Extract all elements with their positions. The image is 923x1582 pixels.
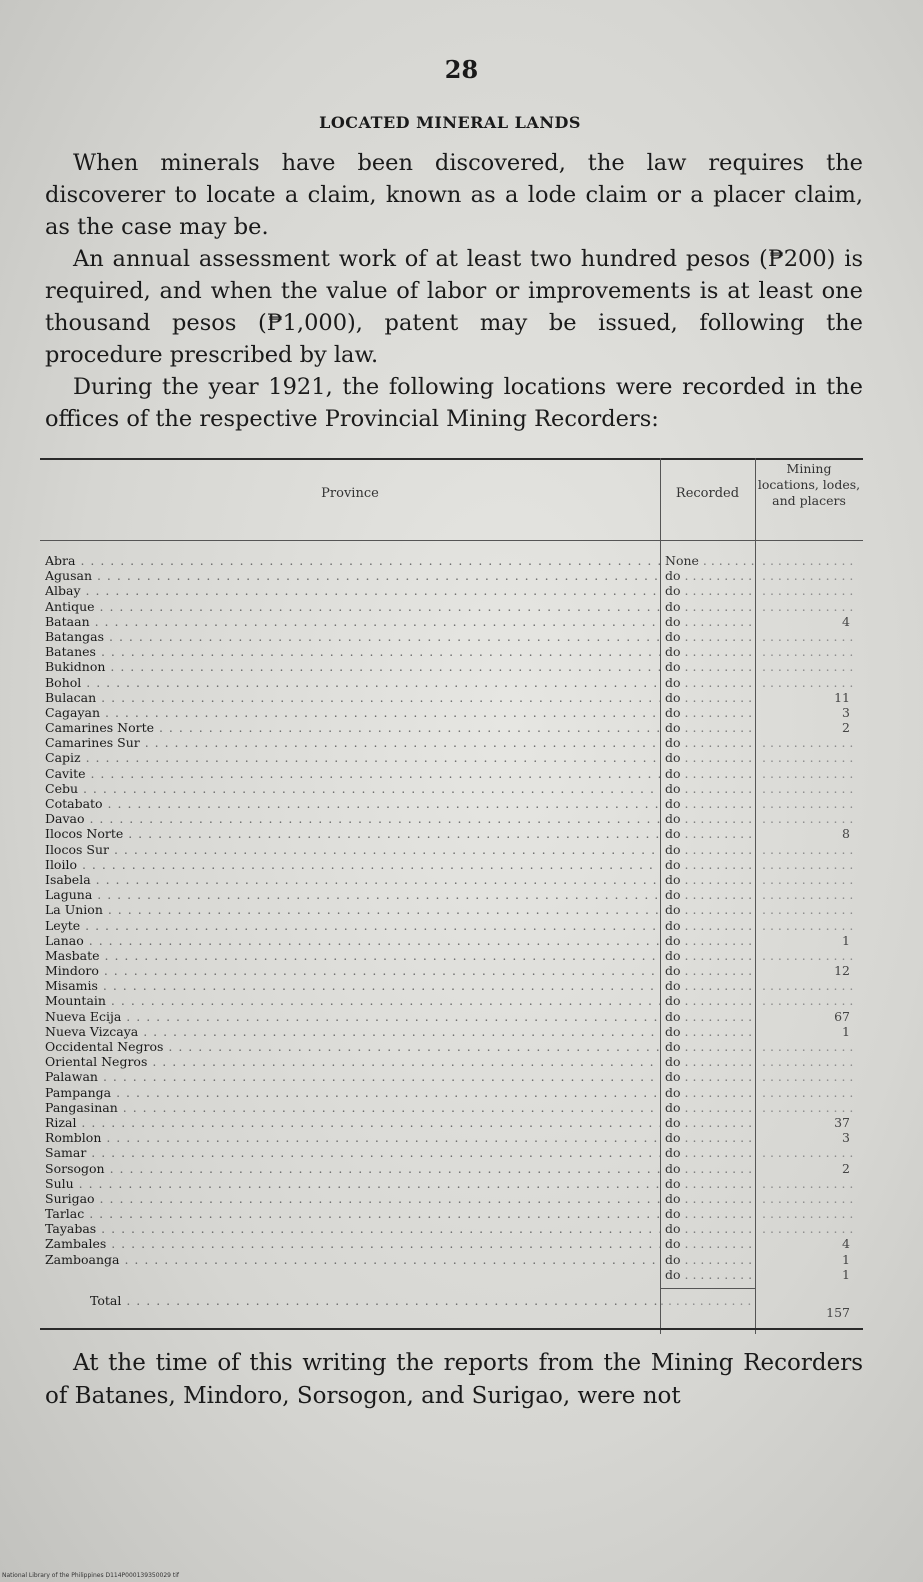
province-name: Samar . . . <box>45 1145 660 1160</box>
recorded-value: do . . . <box>665 659 757 674</box>
table-row <box>40 963 863 978</box>
table-row <box>40 1161 863 1176</box>
province-name: Tayabas . . . <box>45 1221 660 1236</box>
mining-count-leader-dots: . . . . . . . . . . . . <box>762 674 854 690</box>
province-name: La Union . . . <box>45 902 660 917</box>
mining-count-leader-dots: . . . . . . . . . . . . <box>762 735 854 751</box>
recorded-value: do . . . <box>665 781 757 796</box>
province-name: Lanao . . . <box>45 933 660 948</box>
table-row <box>40 1206 863 1221</box>
table-row <box>40 811 863 826</box>
recorded-value: do . . . <box>665 963 757 978</box>
province-name: Cotabato . . . <box>45 796 660 811</box>
table-row <box>40 781 863 796</box>
table-row <box>40 1130 863 1145</box>
table-row <box>40 1267 863 1282</box>
recorded-value: do . . . <box>665 629 757 644</box>
province-name: Ilocos Sur . . . <box>45 842 660 857</box>
province-name: Batangas . . . <box>45 629 660 644</box>
table-row <box>40 948 863 963</box>
section-heading: LOCATED MINERAL LANDS <box>319 113 581 132</box>
mining-count-leader-dots: . . . . . . . . . . . . <box>762 902 854 918</box>
table-row <box>40 1236 863 1251</box>
mining-count-leader-dots: . . . . . . . . . . . . <box>762 1054 854 1070</box>
province-name: Batanes . . . <box>45 644 660 659</box>
province-name: Camarines Norte . . . <box>45 720 660 735</box>
mining-count-leader-dots: . . . . . . . . . . . . <box>762 644 854 660</box>
mining-count: 3 <box>842 704 850 720</box>
province-name: Misamis . . . <box>45 978 660 993</box>
mining-count-leader-dots: . . . . . . . . . . . . <box>762 568 854 584</box>
mining-count-leader-dots: . . . . . . . . . . . . <box>762 1190 854 1206</box>
recorded-value: do . . . <box>665 1069 757 1084</box>
mining-count: 3 <box>842 1130 850 1146</box>
province-name: Camarines Sur . . . <box>45 735 660 750</box>
recorded-value: do . . . <box>665 1009 757 1024</box>
table-row <box>40 750 863 765</box>
mining-count-leader-dots: . . . . . . . . . . . . <box>762 993 854 1009</box>
recorded-value: do . . . <box>665 1191 757 1206</box>
recorded-value: do . . . <box>665 1252 757 1267</box>
mining-count-leader-dots: . . . . . . . . . . . . <box>762 796 854 811</box>
paragraph-4: At the time of this writing the reports from the Mining Recorders of Batanes, Mindoro, Sorsogon, and Surigao, were not <box>45 1350 863 1409</box>
recorded-value: do . . . <box>665 568 757 583</box>
paragraph-3: During the year 1921, the following locations were recorded in the offices of the respective Provincial Mining Recorders: <box>45 374 863 432</box>
recorded-value: do . . . <box>665 1267 757 1282</box>
table-row <box>40 568 863 583</box>
table-row <box>40 644 863 659</box>
table-row <box>40 978 863 993</box>
table-row <box>40 993 863 1008</box>
table-row <box>40 1252 863 1267</box>
total-dots: . . . . . . . . . . . . <box>660 1293 752 1308</box>
mining-count: 4 <box>842 613 850 629</box>
province-name: Palawan . . . <box>45 1069 660 1084</box>
table-row <box>40 887 863 902</box>
recorded-value: do . . . <box>665 1176 757 1191</box>
province-name: Sorsogon . . . <box>45 1161 660 1176</box>
recorded-value: do . . . <box>665 720 757 735</box>
recorded-value: do . . . <box>665 1130 757 1145</box>
mining-count: 2 <box>842 720 850 736</box>
province-name: Zamboanga . . . <box>45 1252 660 1267</box>
table-row <box>40 902 863 917</box>
table-row <box>40 735 863 750</box>
table-row <box>40 1009 863 1024</box>
province-name: Cebu . . . <box>45 781 660 796</box>
recorded-value: do . . . <box>665 614 757 629</box>
mining-count-leader-dots: . . . . . . . . . . . . <box>762 1069 854 1085</box>
province-name: Nueva Vizcaya . . . <box>45 1024 660 1039</box>
table-row <box>40 1115 863 1130</box>
recorded-value: do . . . <box>665 690 757 705</box>
table-row <box>40 826 863 841</box>
mining-count: 67 <box>834 1008 850 1024</box>
recorded-value: do . . . <box>665 993 757 1008</box>
table-row <box>40 872 863 887</box>
mining-count: 1 <box>842 932 850 948</box>
table-row <box>40 599 863 614</box>
recorded-value: do . . . <box>665 705 757 720</box>
mining-count: 1 <box>842 1251 850 1267</box>
recorded-value: do . . . <box>665 644 757 659</box>
mining-count-leader-dots: . . . . . . . . . . . . <box>762 765 854 781</box>
table-row <box>40 1069 863 1084</box>
table-header-rule <box>40 540 863 541</box>
province-name: Zambales . . . <box>45 1236 660 1251</box>
province-name: Leyte . . . <box>45 918 660 933</box>
recorded-value: do . . . <box>665 933 757 948</box>
mining-count-leader-dots: . . . . . . . . . . . . <box>762 1084 854 1100</box>
mining-count-leader-dots: . . . . . . . . . . . . <box>762 871 854 887</box>
table-row <box>40 659 863 674</box>
recorded-value: do . . . <box>665 1206 757 1221</box>
mining-count: 12 <box>834 963 850 979</box>
province-name: Sulu . . . <box>45 1176 660 1191</box>
recorded-value: do . . . <box>665 872 757 887</box>
table-top-rule <box>40 458 863 460</box>
table-row <box>40 629 863 644</box>
total-label: Total . . . <box>90 1291 660 1311</box>
province-name: Masbate . . . <box>45 948 660 963</box>
table-body <box>40 553 863 1282</box>
table-row <box>40 690 863 705</box>
province-name: Nueva Ecija . . . <box>45 1009 660 1024</box>
province-name: Iloilo . . . <box>45 857 660 872</box>
province-name: Davao . . . <box>45 811 660 826</box>
table-bottom-rule <box>40 1328 863 1330</box>
recorded-value: do . . . <box>665 1039 757 1054</box>
recorded-value: do . . . <box>665 1085 757 1100</box>
table-row <box>40 583 863 598</box>
mining-count-leader-dots: . . . . . . . . . . . . <box>762 598 854 614</box>
table-row <box>40 614 863 629</box>
header-recorded: Recorded <box>675 486 740 501</box>
province-name: Antique . . . <box>45 599 660 614</box>
recorded-value: do . . . <box>665 1100 757 1115</box>
recorded-value: do . . . <box>665 1024 757 1039</box>
mining-count-leader-dots: . . . . . . . . . . . . <box>762 917 854 933</box>
header-mining-locations: Mining locations, lodes, and placers <box>757 461 861 508</box>
recorded-value: do . . . <box>665 1221 757 1236</box>
province-name: Mindoro . . . <box>45 963 660 978</box>
recorded-value: do . . . <box>665 826 757 841</box>
mining-count: 8 <box>842 826 850 842</box>
mining-count-leader-dots: . . . . . . . . . . . . <box>762 887 854 903</box>
total-row <box>40 1291 863 1320</box>
table-row <box>40 1221 863 1236</box>
table-row <box>40 918 863 933</box>
total-value: 157 <box>826 1305 850 1320</box>
recorded-value: do . . . <box>665 1236 757 1251</box>
province-name: Abra . . . <box>45 553 660 568</box>
mining-count-leader-dots: . . . . . . . . . . . . <box>762 628 854 644</box>
province-name: Tarlac . . . <box>45 1206 660 1221</box>
recorded-value: do . . . <box>665 675 757 690</box>
mining-count-leader-dots: . . . . . . . . . . . . <box>762 553 854 568</box>
mining-count: 1 <box>842 1023 850 1039</box>
table-row <box>40 1085 863 1100</box>
paragraph-1: When minerals have been discovered, the law requires the discoverer to locate a claim, known as a lode claim or a placer claim, as the case may be. <box>45 150 863 240</box>
paragraph-2: An annual assessment work of at least two hundred pesos (₱200) is required, and when the value of labor or improvements is at least one thousand pesos (₱1,000), patent may be issued, following the procedure prescribed by law. <box>45 246 863 368</box>
province-name: Cagayan . . . <box>45 705 660 720</box>
mining-count-leader-dots: . . . . . . . . . . . . <box>762 659 854 675</box>
recorded-value: do . . . <box>665 796 757 811</box>
mining-count-leader-dots: . . . . . . . . . . . . <box>762 978 854 994</box>
locations-table <box>40 458 863 1336</box>
mining-count: 2 <box>842 1160 850 1176</box>
province-name: Rizal . . . <box>45 1115 660 1130</box>
recorded-value: do . . . <box>665 599 757 614</box>
table-row <box>40 1024 863 1039</box>
table-row <box>40 1145 863 1160</box>
recorded-value: do . . . <box>665 1161 757 1176</box>
table-row <box>40 1039 863 1054</box>
province-name: Albay . . . <box>45 583 660 598</box>
recorded-value: do . . . <box>665 735 757 750</box>
province-name: Surigao . . . <box>45 1191 660 1206</box>
province-name: Laguna . . . <box>45 887 660 902</box>
mining-count-leader-dots: . . . . . . . . . . . . <box>762 1206 854 1222</box>
header-province: Province <box>321 486 379 501</box>
province-name: Bukidnon . . . <box>45 659 660 674</box>
mining-count-leader-dots: . . . . . . . . . . . . <box>762 583 854 599</box>
mining-count: 37 <box>834 1114 850 1130</box>
mining-count-leader-dots: . . . . . . . . . . . . <box>762 1145 854 1161</box>
table-row <box>40 1176 863 1191</box>
mining-count-leader-dots: . . . . . . . . . . . . <box>762 841 854 857</box>
scan-footer: National Library of the Philippines D114P000139350029 tif <box>2 1572 180 1579</box>
recorded-value: do . . . <box>665 857 757 872</box>
table-row <box>40 842 863 857</box>
province-name: Capiz . . . <box>45 750 660 765</box>
province-name: Bataan . . . <box>45 614 660 629</box>
mining-count-leader-dots: . . . . . . . . . . . . <box>762 1039 854 1054</box>
province-name: Agusan . . . <box>45 568 660 583</box>
recorded-value: do . . . <box>665 1145 757 1160</box>
recorded-value: do . . . <box>665 918 757 933</box>
recorded-value: do . . . <box>665 1115 757 1130</box>
table-row <box>40 705 863 720</box>
province-name: Ilocos Norte . . . <box>45 826 660 841</box>
mining-count: 1 <box>842 1266 850 1282</box>
recorded-value: do . . . <box>665 583 757 598</box>
mining-count-leader-dots: . . . . . . . . . . . . <box>762 856 854 872</box>
recorded-value: do . . . <box>665 842 757 857</box>
province-name: Isabela . . . <box>45 872 660 887</box>
recorded-value: do . . . <box>665 978 757 993</box>
recorded-value: do . . . <box>665 766 757 781</box>
total-rule <box>660 1288 755 1289</box>
province-name: Pangasinan . . . <box>45 1100 660 1115</box>
mining-count-leader-dots: . . . . . . . . . . . . <box>762 1175 854 1191</box>
table-row <box>40 857 863 872</box>
table-row <box>40 553 863 568</box>
table-row <box>40 720 863 735</box>
mining-count-leader-dots: . . . . . . . . . . . . <box>762 1221 854 1237</box>
page-number: 28 <box>444 55 479 84</box>
recorded-value: do . . . <box>665 887 757 902</box>
province-name: Bohol . . . <box>45 675 660 690</box>
province-name: Mountain . . . <box>45 993 660 1008</box>
mining-count-leader-dots: . . . . . . . . . . . . <box>762 1099 854 1115</box>
province-name: Bulacan . . . <box>45 690 660 705</box>
table-row <box>40 1100 863 1115</box>
recorded-value: do . . . <box>665 1054 757 1069</box>
mining-count-leader-dots: . . . . . . . . . . . . <box>762 780 854 796</box>
province-name: Occidental Negros . . . <box>45 1039 660 1054</box>
table-row <box>40 933 863 948</box>
table-row <box>40 675 863 690</box>
province-name: Pampanga . . . <box>45 1085 660 1100</box>
recorded-value: do . . . <box>665 902 757 917</box>
province-name: Cavite . . . <box>45 766 660 781</box>
mining-count-leader-dots: . . . . . . . . . . . . <box>762 750 854 766</box>
recorded-value: do . . . <box>665 750 757 765</box>
mining-count: 4 <box>842 1236 850 1252</box>
recorded-value: do . . . <box>665 811 757 826</box>
mining-count-leader-dots: . . . . . . . . . . . . <box>762 811 854 827</box>
mining-count-leader-dots: . . . . . . . . . . . . <box>762 947 854 963</box>
table-row <box>40 1054 863 1069</box>
mining-count: 11 <box>834 689 850 705</box>
province-name: Oriental Negros . . . <box>45 1054 660 1069</box>
table-row <box>40 1191 863 1206</box>
table-row <box>40 766 863 781</box>
recorded-value: None . . . <box>665 553 757 568</box>
province-name: Romblon . . . <box>45 1130 660 1145</box>
table-row <box>40 796 863 811</box>
recorded-value: do . . . <box>665 948 757 963</box>
